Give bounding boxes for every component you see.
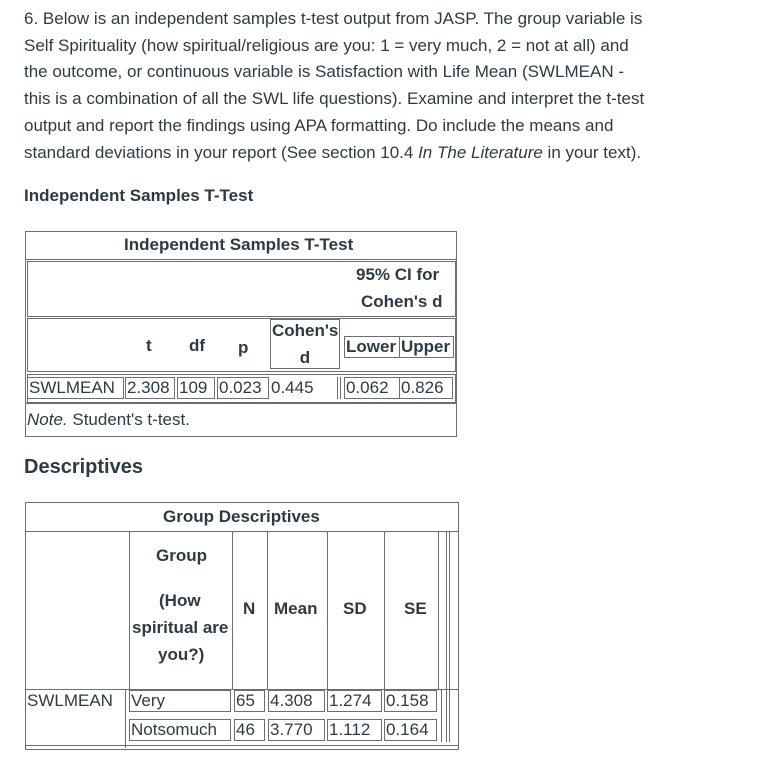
desc-variable: SWLMEAN <box>27 691 113 710</box>
row-p: 0.023 <box>217 377 269 399</box>
divider <box>340 377 341 399</box>
ci-header-line1: 95% CI for <box>356 265 440 284</box>
divider <box>438 532 439 689</box>
row-n: 46 <box>234 719 265 741</box>
question-text-post: in your text). <box>542 142 642 162</box>
row-group: Notsomuch <box>129 719 231 741</box>
question-line: output and report the findings using APA formatting. Do include the means and <box>24 115 614 135</box>
divider <box>232 532 233 689</box>
question-line: 6. Below is an independent samples t-test output from JASP. The group variable is <box>24 9 643 28</box>
col-cohens-d-line2: d <box>299 348 311 367</box>
divider <box>327 532 328 689</box>
row-mean: 3.770 <box>268 719 325 741</box>
row-se: 0.158 <box>384 690 437 712</box>
row-se: 0.164 <box>384 719 437 741</box>
col-upper: Upper <box>399 336 454 358</box>
row-n: 65 <box>234 690 265 712</box>
divider <box>449 532 450 689</box>
question-text-italic: In The Literature <box>418 142 543 162</box>
row-variable: SWLMEAN <box>27 377 124 399</box>
col-cohens-d-line1: Cohen's <box>272 321 339 340</box>
divider <box>125 689 126 748</box>
group-header-line1: Group <box>156 546 207 565</box>
group-header-line4: you?) <box>158 645 205 664</box>
question-line: the outcome, or continuous variable is Satisfaction with Life Mean (SWLMEAN - <box>24 62 624 82</box>
question-text <box>24 6 734 166</box>
row-lower: 0.062 <box>344 377 400 399</box>
question-text-pre: standard deviations in your report (See section 10.4 <box>24 142 419 162</box>
ttest-table-title: Independent Samples T-Test <box>124 235 354 254</box>
row-d: 0.445 <box>271 378 314 397</box>
row-mean: 4.308 <box>268 690 325 712</box>
row-df: 109 <box>177 377 215 399</box>
divider <box>384 532 385 689</box>
ttest-note <box>27 410 190 430</box>
divider <box>25 259 456 260</box>
row-sd: 1.274 <box>327 690 382 712</box>
divider <box>267 532 268 689</box>
divider <box>449 690 450 742</box>
note-text: Student's t-test. <box>67 410 190 429</box>
ci-header-line2: Cohen's d <box>361 292 443 311</box>
divider <box>446 690 447 742</box>
note-label: Note. <box>27 410 68 429</box>
divider <box>337 377 338 399</box>
col-t: t <box>146 336 152 355</box>
group-header-line3: spiritual are <box>132 618 229 637</box>
row-t: 2.308 <box>125 377 175 399</box>
divider <box>441 690 442 742</box>
divider <box>25 531 458 532</box>
descriptives-table-frame <box>25 502 459 750</box>
question-line-last <box>24 140 734 167</box>
question-line: Self Spirituality (how spiritual/religious are you: 1 = very much, 2 = not at all) and <box>24 35 629 55</box>
row-group: Very <box>129 690 231 712</box>
col-se: SE <box>404 599 427 618</box>
ttest-heading: Independent Samples T-Test <box>24 186 254 205</box>
divider <box>25 403 456 404</box>
divider <box>129 532 130 689</box>
divider <box>25 745 458 746</box>
col-cohens-d <box>270 319 340 369</box>
col-lower: Lower <box>344 336 400 358</box>
question-line: this is a combination of all the SWL life questions). Examine and interpret the t-test <box>24 89 645 109</box>
col-p: p <box>238 338 249 357</box>
group-header-line2: (How <box>159 591 201 610</box>
col-sd: SD <box>343 599 367 618</box>
row-sd: 1.112 <box>327 719 382 741</box>
descriptives-heading: Descriptives <box>24 456 143 478</box>
descriptives-table-title: Group Descriptives <box>163 507 320 526</box>
col-n: N <box>243 599 256 618</box>
col-mean: Mean <box>274 599 318 618</box>
col-df: df <box>189 336 206 355</box>
divider <box>446 532 447 689</box>
row-upper: 0.826 <box>399 377 453 399</box>
